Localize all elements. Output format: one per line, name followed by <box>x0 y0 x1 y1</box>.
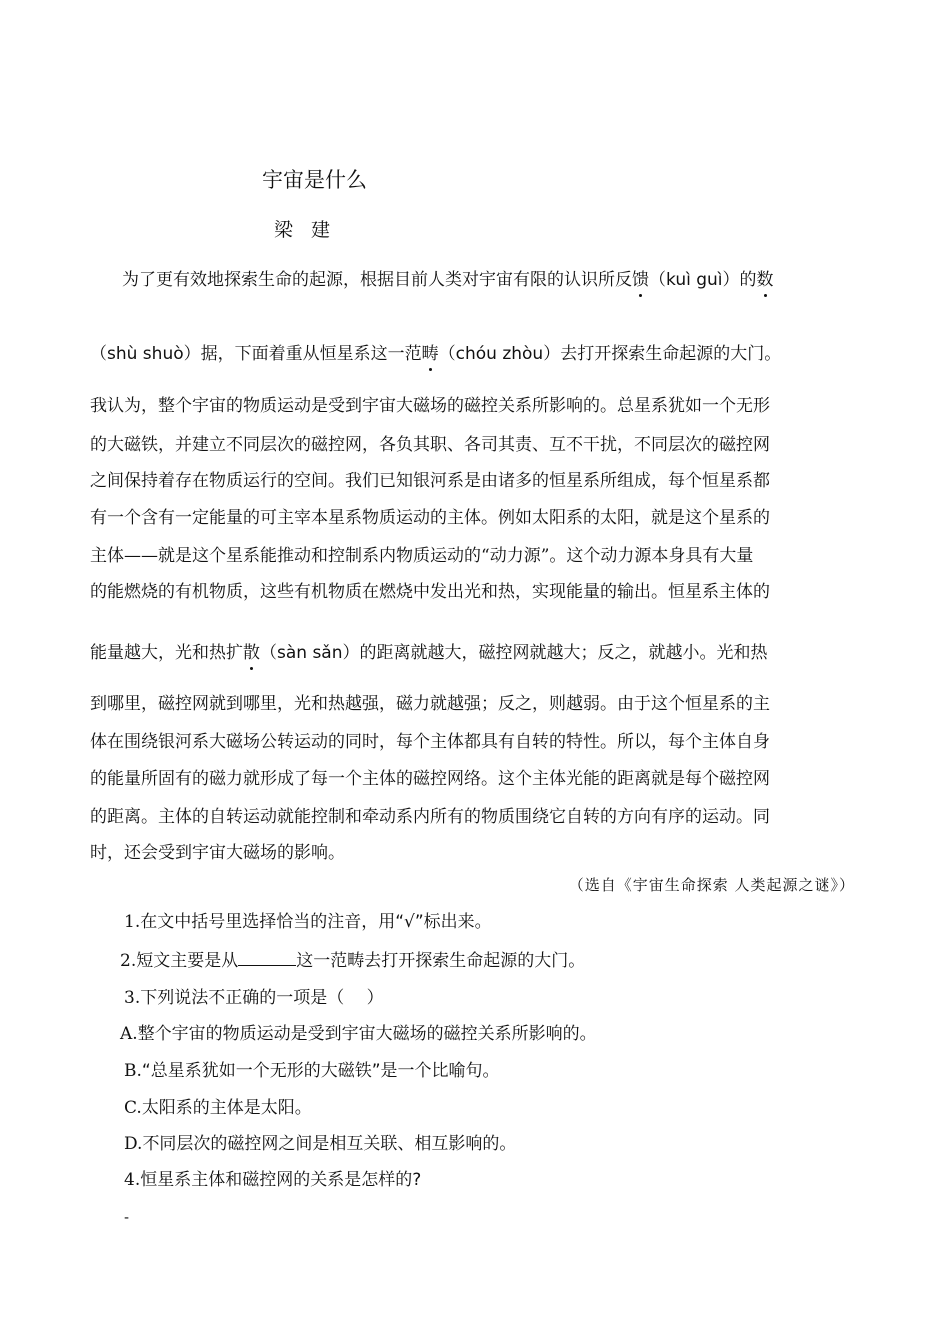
paragraph-line: 的能量所固有的磁力就形成了每一个主体的磁控网络。这个主体光能的距离就是每个磁控网 <box>90 769 770 789</box>
article-title: 宇宙是什么 <box>262 168 367 192</box>
question-4: 4.恒星系主体和磁控网的关系是怎样的? <box>124 1170 422 1190</box>
paragraph-line: 的距离。主体的自转运动就能控制和牵动系内所有的物质围绕它自转的方向有序的运动。同 <box>90 807 770 827</box>
paragraph-line: 时，还会受到宇宙大磁场的影响。 <box>90 843 345 863</box>
paragraph-line: 我认为，整个宇宙的物质运动是受到宇宙大磁场的磁控关系所影响的。总星系犹如一个无形 <box>90 396 770 416</box>
paragraph-line: 的大磁铁，并建立不同层次的磁控网，各负其职、各司其责、互不干扰，不同层次的磁控网 <box>90 435 770 455</box>
option-c: C.太阳系的主体是太阳。 <box>124 1098 312 1118</box>
paragraph-line: 为了更有效地探索生命的起源，根据目前人类对宇宙有限的认识所反馈（kuì guì）的数 <box>122 265 774 290</box>
option-d: D.不同层次的磁控网之间是相互关联、相互影响的。 <box>124 1134 517 1154</box>
question-3: 3.下列说法不正确的一项是（ ） <box>124 988 384 1008</box>
emphasis-char: 数 <box>757 265 774 290</box>
paragraph-line: 能量越大，光和热扩散（sàn sǎn）的距离就越大，磁控网就越大；反之，就越小。光和热 <box>90 638 768 663</box>
paragraph-line: 主体——就是这个星系能推动和控制系内物质运动的“动力源”。这个动力源本身具有大量 <box>90 546 754 566</box>
paragraph-line: 有一个含有一定能量的可主宰本星系物质运动的主体。例如太阳系的太阳，就是这个星系的 <box>90 508 770 528</box>
answer-blank[interactable] <box>238 949 296 966</box>
question-2: 2.短文主要是从 这一范畴去打开探索生命起源的大门。 <box>120 951 586 971</box>
source-citation: （选自《宇宙生命探索 人类起源之谜》） <box>568 876 855 894</box>
paragraph-line: 之间保持着存在物质运行的空间。我们已知银河系是由诸多的恒星系所组成，每个恒星系都 <box>90 471 770 491</box>
paragraph-line: 到哪里，磁控网就到哪里，光和热越强，磁力就越强；反之，则越弱。由于这个恒星系的主 <box>90 694 770 714</box>
paragraph-line: 体在围绕银河系大磁场公转运动的同时，每个主体都具有自转的特性。所以，每个主体自身 <box>90 732 770 752</box>
emphasis-char: 散 <box>243 638 260 663</box>
answer-mark: - <box>124 1210 130 1226</box>
option-b: B.“总星系犹如一个无形的大磁铁”是一个比喻句。 <box>124 1061 500 1081</box>
emphasis-char: 馈 <box>632 265 649 290</box>
article-author: 梁 建 <box>274 219 337 241</box>
emphasis-char: 畴 <box>422 339 439 364</box>
paragraph-line: 的能燃烧的有机物质，这些有机物质在燃烧中发出光和热，实现能量的输出。恒星系主体的 <box>90 582 770 602</box>
option-a: A.整个宇宙的物质运动是受到宇宙大磁场的磁控关系所影响的。 <box>120 1024 597 1044</box>
paragraph-line: （shù shuò）据，下面着重从恒星系这一范畴（chóu zhòu）去打开探索生命起源的大门。 <box>90 339 781 364</box>
question-1: 1.在文中括号里选择恰当的注音，用“√”标出来。 <box>124 912 492 932</box>
